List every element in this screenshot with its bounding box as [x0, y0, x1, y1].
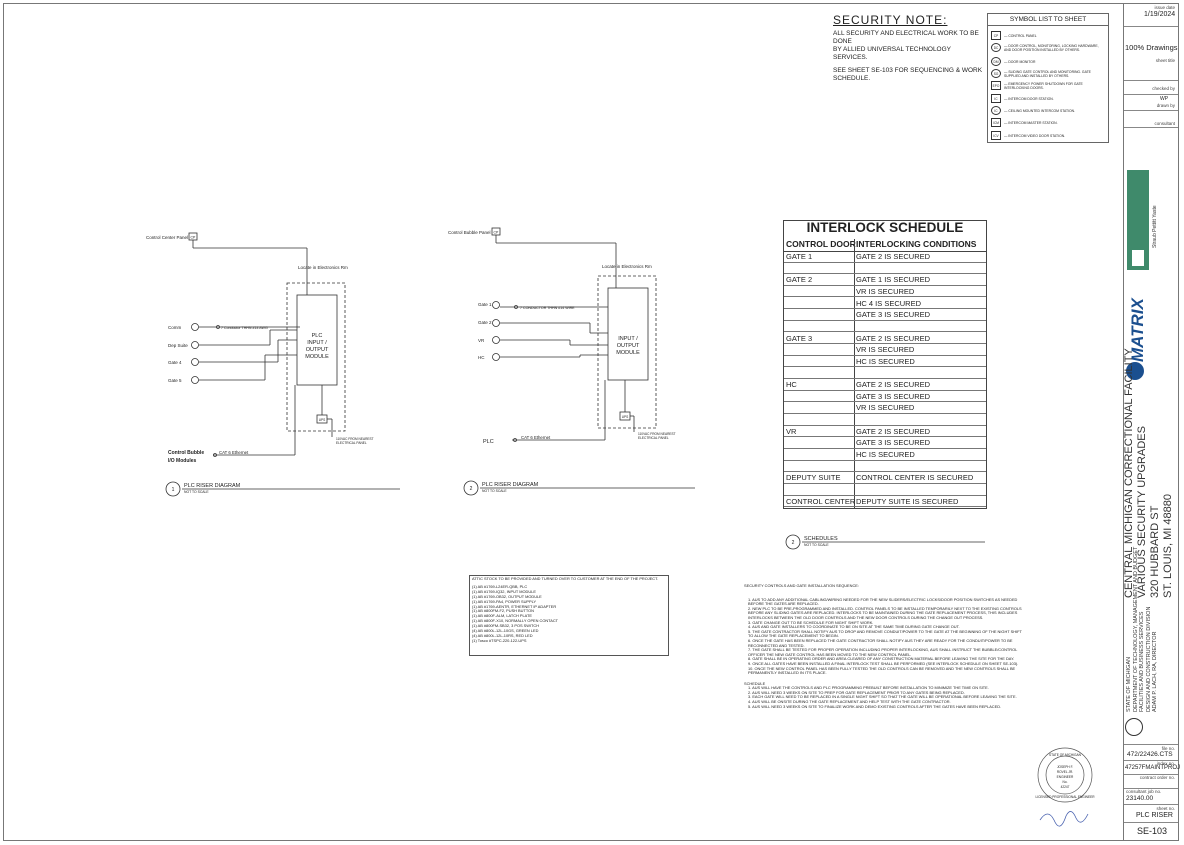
interlock-row — [784, 484, 986, 496]
symbol-code: CP — [991, 31, 1001, 40]
interlock-door: GATE 1 — [786, 252, 813, 261]
schedule-item: 1. AUS WILL HAVE THE CONTROLS AND PLC PROGRAMMING PREBUILT BEFORE INSTALLATION TO MINIMIZE THE TIME ON SITE. — [748, 685, 989, 691]
caption-title-2: PLC RISER DIAGRAM — [482, 482, 539, 488]
interlock-door: DEPUTY SUITE — [786, 473, 841, 483]
interlock-condition: GATE 1 IS SECURED — [856, 275, 931, 285]
seal-line-3: ROVEL JR. — [1056, 770, 1074, 774]
agency-line-2: DEPARTMENT OF TECHNOLOGY, MANAGEMENT AND BUDGET — [1132, 546, 1139, 712]
firm-logo-mark — [1132, 250, 1144, 266]
interlock-condition: HC IS SECURED — [856, 450, 915, 460]
security-note-title: SECURITY NOTE: — [833, 13, 948, 27]
sequence-item: 9. ONCE ALL GATES HAVE BEEN INSTALLED A FINAL INTERLOCK TEST SHALL BE PERFORMED (SEE INTERLOCK SCHEDULE ON SHEET SE-103). — [748, 660, 1019, 666]
interlock-condition: DEPUTY SUITE IS SECURED — [856, 496, 959, 506]
project-line-4: ST. LOUIS, MI 48880 — [1162, 494, 1174, 598]
project-line-3: 320 HUBBARD ST — [1149, 505, 1161, 598]
schedule-item: 3. EACH GATE WILL NEED TO BE REPLACED IN A SINGLE NIGHT SHIFT SO THAT THE GATE WILL BE OPERATIONAL BEFORE LEAVING THE SITE. — [748, 694, 1017, 700]
attic-stock-item: (1) AB #1769-AENTR, ETHERNET IP ADAPTER — [472, 603, 557, 609]
interlock-condition: GATE 2 IS SECURED — [856, 426, 931, 436]
sheet-no-label: sheet no. — [1156, 806, 1175, 811]
control-bubble-panel-label: Control Bubble Panel — [448, 230, 491, 235]
sequence-item: 8. GATE SHALL BE IN OPERATING ORDER AND AREA CLEARED OF ANY CONSTRUCTION MATERIAL BEFORE LEAVING THE SITE FOR THE DAY. — [748, 656, 1015, 662]
symbol-row — [991, 118, 1106, 127]
interlock-col-control-door: CONTROL DOOR — [786, 239, 856, 249]
sequence-item: 1. AUS TO ADD ANY ADDITIONAL CABLING/WIRING NEEDED FOR THE NEW SLIDERS/ELECTRIC LOCKS/DOOR POSITION SWITCHES AS NEEDED BEFORE THE GATES ARE REPLACED. — [748, 596, 1018, 607]
interlock-row — [784, 414, 986, 426]
attic-stock-item: (1) AB #1769-OB32, OUTPUT MODULE — [472, 593, 542, 599]
interlock-row — [784, 368, 986, 380]
sequence-item: 6. ONCE THE GATE HAS BEEN REPLACED THE GATE CONTRACTOR SHALL NOTIFY AUS THEY ARE READY FOR THE CONDUIT/POWER TO BE RECONNECTED AND TESTED. — [748, 637, 1013, 648]
issue-date-label: issue date — [1154, 5, 1175, 10]
caption-num-schedules: 2 — [791, 540, 795, 546]
seal-line-7: LICENSED PROFESSIONAL ENGINEER — [1035, 795, 1095, 799]
file-no: 472/22426.CTS — [1127, 751, 1173, 758]
interlock-col-conditions: INTERLOCKING CONDITIONS — [856, 239, 977, 249]
contract-order-label: contract order no. — [1139, 775, 1175, 780]
symbol-code: IC — [991, 94, 1001, 103]
sequence-list — [744, 598, 1026, 676]
interlock-door: GATE 2 — [786, 275, 813, 285]
symbol-desc: — SLIDING GATE CONTROL AND MONITORING. GATE SUPPLIED AND INSTALLED BY OTHERS. — [1004, 69, 1091, 78]
input-label-dep-suite: Dep Suite — [168, 343, 188, 348]
caption-title-1: PLC RISER DIAGRAM — [184, 483, 241, 489]
drawings-status: 100% Drawings — [1125, 43, 1178, 52]
interlock-door: GATE 3 — [786, 333, 813, 343]
sequence-item: 10. ONCE THE NEW CONTROL PANEL HAS BEEN FULLY TESTED THE OLD CONTROLS CAN BE REMOVED AND THE NEW CONTROLS SHALL BE PERMANENTLY INSTALLED IN IT'S PLACE. — [748, 665, 1016, 676]
consultant-label: consultant — [1154, 121, 1175, 126]
symbol-row — [991, 31, 1106, 40]
interlock-condition: GATE 2 IS SECURED — [856, 380, 931, 390]
index-no-label: index no. — [1156, 761, 1175, 766]
interlock-row — [784, 263, 986, 275]
interlock-row — [784, 496, 986, 508]
gate4-door-symbol — [192, 359, 199, 366]
security-note-line-3: SEE SHEET SE-103 FOR SEQUENCING & WORK — [833, 67, 983, 74]
attic-stock-item: (1) AB #800FM-SB32, 3 POS SWITCH — [472, 623, 540, 629]
symbol-desc: — INTERCOM DOOR STATION. — [1004, 96, 1054, 101]
project-line-1: CENTRAL MICHIGAN CORRECTIONAL FACILITY — [1123, 348, 1135, 598]
symbol-code: EPO — [991, 81, 1001, 90]
module-label-1c: OUTPUT — [305, 347, 329, 353]
symbol-desc: — DOOR MONITOR — [1004, 59, 1036, 64]
interlock-door: CONTROL CENTER — [786, 496, 856, 506]
module-label-1d: MODULE — [305, 354, 329, 360]
interlock-condition: VR IS SECURED — [856, 345, 915, 355]
agency-line-4: DESIGN AND CONSTRUCTION DIVISION — [1145, 606, 1152, 712]
sheet-name: PLC RISER — [1136, 812, 1173, 819]
seal-line-5: No. — [1062, 780, 1068, 784]
input-label-hc: HC — [478, 355, 485, 360]
attic-stock-box — [469, 575, 669, 656]
symbol-desc: — INTERCOM VIDEO DOOR STATION. — [1004, 133, 1066, 138]
symbol-code: IC — [991, 106, 1001, 115]
locate-label-2: Locate in Electronics Rm — [602, 264, 652, 269]
module-label-1b: INPUT / — [307, 340, 327, 346]
interlock-row — [784, 333, 986, 345]
gate1-door-symbol — [493, 302, 500, 309]
matrix-logo: MATRIX — [1128, 298, 1147, 362]
gate2-door-symbol — [493, 320, 500, 327]
input-label-vr: VR — [478, 338, 485, 343]
conductor-label-2: 7 CONDUCTOR THHN #14 WIRE — [520, 306, 575, 310]
interlock-condition: HC 4 IS SECURED — [856, 298, 922, 308]
interlock-row — [784, 286, 986, 298]
attic-stock-item: (1) AB #800F-ALM, LATCH PLATE — [472, 613, 532, 619]
power-label-1b: ELECTRICAL PANEL — [336, 441, 367, 445]
sequence-item: 5. THE GATE CONTRACTOR SHALL NOTIFY AUS TO DROP AND REMOVE CONDUIT/POWER TO THE GATE AT THE BEGINNING OF THE NIGHT SHIFT TO ALLOW THE GATE REPLACEMENT TO BEGIN. — [748, 628, 1022, 639]
symbol-row — [991, 94, 1106, 103]
interlock-row — [784, 298, 986, 310]
symbol-desc: — EMERGENCY POWER SHUTDOWN FOR GATE INTERLOCKING DOORS. — [1004, 81, 1083, 90]
cat6-label-1: CAT 6 Ethernet — [219, 450, 249, 455]
dep-suite-door-symbol — [192, 342, 199, 349]
attic-stock-item: (1) AB #1769-IQ32, INPUT MODULE — [472, 588, 536, 594]
interlock-row — [784, 344, 986, 356]
control-center-panel-label: Control Center Panel — [146, 235, 189, 240]
module-label-2b: OUTPUT — [616, 343, 640, 349]
installation-sequence — [744, 584, 1026, 709]
sequence-item: 7. THE GATE SHALL BE TESTED FOR PROPER OPERATION INCLUDING PROPER INTERLOCKING, AUS SHALL INSTRUCT THE BUBBLE/CONTROL OFFICER THE NEW GATE CONTROL HAS BEEN MOVED TO THE NEW CONTROL PANEL. — [748, 647, 1018, 657]
consultant-job-no: 23140.00 — [1126, 795, 1154, 802]
input-label-gate2: Gate 2 — [478, 320, 492, 325]
project-line-2: VARIOUS SECURITY UPGRADES — [1136, 426, 1148, 598]
input-label-gate5: Gate 5 — [168, 378, 182, 383]
index-no: 47257FMAINTPROJ — [1125, 765, 1181, 771]
interlock-row — [784, 402, 986, 414]
caption-num-1: 1 — [171, 487, 175, 493]
wp-initials: WP — [1160, 96, 1169, 102]
attic-stock-item: (1) AB #1769-L24ER-QBB, PLC — [472, 583, 528, 589]
seal-line-2: JOSEPH F. — [1056, 765, 1074, 769]
conductor-label-1: 7 Conductor THHN #14 AWG — [221, 326, 268, 330]
power-label-1a: 110VAC FROM NEAREST — [336, 437, 374, 441]
interlock-row — [784, 391, 986, 403]
interlock-condition: GATE 3 IS SECURED — [856, 310, 931, 320]
firm-name: Straub Pettitt Yaste — [1152, 205, 1158, 248]
caption-num-2: 2 — [469, 486, 473, 492]
agency-block — [1126, 547, 1159, 712]
security-note-line-1: ALL SECURITY AND ELECTRICAL WORK TO BE DONE — [833, 30, 979, 45]
vr-door-symbol — [493, 337, 500, 344]
security-note-body — [833, 30, 983, 83]
symbol-row — [991, 81, 1106, 90]
security-note-line-2: BY ALLIED UNIVERSAL TECHNOLOGY SERVICES. — [833, 46, 951, 61]
symbol-desc: — INTERCOM MASTER STATION. — [1004, 120, 1058, 125]
agency-line-1: STATE OF MICHIGAN — [1126, 656, 1132, 712]
signature — [1040, 811, 1088, 826]
hc-door-symbol — [493, 354, 500, 361]
symbol-list — [987, 13, 1109, 143]
interlock-condition: VR IS SECURED — [856, 403, 915, 413]
attic-stock-item: (1) AB #800FM-F2, PUSH BUTTON — [472, 608, 534, 614]
schedule-item: 5. AUS WILL NEED 3 WEEKS ON SITE TO FINALIZE WORK AND DEMO EXISTING CONTROLS AFTER THE GATES HAVE BEEN REPLACED. — [748, 703, 1002, 709]
seal-line-6: 42247 — [1060, 785, 1070, 789]
power-label-2a: 110VAC FROM NEAREST — [638, 432, 676, 436]
interlock-door: HC — [786, 380, 797, 390]
module-label-2a: INPUT / — [618, 336, 638, 342]
symbol-row — [991, 106, 1106, 115]
attic-stock-list — [472, 585, 666, 644]
schedule-heading: SCHEDULE — [744, 680, 766, 686]
gate5-door-symbol — [192, 377, 199, 384]
interlock-row — [784, 472, 986, 484]
attic-stock-heading: ATTIC STOCK TO BE PROVIDED AND TURNED OVER TO CUSTOMER AT THE END OF THE PROJECT. — [472, 576, 659, 581]
interlock-row — [784, 274, 986, 286]
issue-date: 1/19/2024 — [1144, 11, 1176, 18]
interlock-condition: HC IS SECURED — [856, 356, 915, 366]
schedule-list — [744, 686, 1026, 709]
attic-stock-item: (4) AB #800L-12L-10GS, GREEN LED — [472, 628, 539, 634]
sequence-heading: SECURITY CONTROLS AND GATE INSTALLATION SEQUENCE: — [744, 583, 859, 588]
interlock-condition: GATE 2 IS SECURED — [856, 252, 931, 261]
interlock-condition: CONTROL CENTER IS SECURED — [856, 473, 974, 483]
bubble-label-1b: I/O Modules — [168, 458, 197, 464]
plc-riser-diagram-1 — [166, 233, 400, 496]
agency-line-5: ADAM P. LACH, RA, DIRECTOR — [1152, 631, 1158, 712]
io-module-box-2 — [608, 288, 648, 380]
interlock-title: INTERLOCK SCHEDULE — [806, 220, 964, 235]
comm-door-symbol — [192, 324, 199, 331]
interlock-row — [784, 309, 986, 321]
symbol-list-title: SYMBOL LIST TO SHEET — [988, 14, 1108, 26]
attic-stock-item: (4) AB #800L-12L-10RS, RED LED — [472, 632, 533, 638]
symbol-row — [991, 131, 1106, 140]
locate-label-1: Locate in Electronics Rm — [298, 265, 348, 270]
plc-label-2: PLC — [483, 439, 494, 445]
state-seal-icon — [1125, 718, 1143, 736]
schedule-item: 2. AUS WILL NEED 3 WEEKS ON SITE TO PREP FOR GATE REPLACEMENT PRIOR TO ANY GATES BEING REPLACED. — [748, 689, 965, 695]
sequence-item: 2. NEW PLC TO BE PRE-PROGRAMMED AND INSTALLED. CONTROL PANELS TO BE INSTALLED TEMPORARILY NEXT TO THE EXISTING CONTROLS BEFORE ANY SLIDING GATES ARE REPLACED. INTERLOCKS TO BE MAINTAINED DURING THE GATE REPLACEMENT PROCESS, THIS INCLUDES INTERLOCKS BETWEEN THE OLD DOOR CONTROLS AND THE NEW DOOR CONTROLS DURING THE CHANGE OUT PROCESS. — [748, 605, 1022, 620]
attic-stock-item: (1) AB #1769-PA4, POWER SUPPLY — [472, 598, 537, 604]
interlock-row — [784, 321, 986, 333]
interlock-row — [784, 426, 986, 438]
bubble-label-1a: Control Bubble — [168, 450, 205, 456]
cat6-label-2: CAT 6 Ethernet — [521, 435, 551, 440]
interlock-row — [784, 379, 986, 391]
ups-label-1: UPS — [318, 418, 326, 422]
agency-line-3: FACILITIES AND BUSINESS SERVICES — [1139, 611, 1145, 712]
sheet-title-label: sheet title — [1155, 58, 1175, 63]
interlock-row — [784, 356, 986, 368]
drawn-by-label: drawn by — [1156, 103, 1175, 108]
sheet-number: SE-103 — [1137, 826, 1168, 836]
caption-scale-schedules: NOT TO SCALE — [804, 543, 829, 547]
sequence-item: 3. GATE CHANGE OUT TO BE SCHEDULE FOR NIGHT SHIFT WORK. — [748, 619, 874, 625]
power-label-2b: ELECTRICAL PANEL — [638, 436, 669, 440]
caption-scale-1: NOT TO SCALE — [184, 490, 209, 494]
module-label-1a: PLC — [311, 333, 323, 339]
file-no-label: file no. — [1161, 746, 1175, 751]
input-label-gate1: Gate 1 — [478, 302, 492, 307]
symbol-code: ICM — [991, 118, 1001, 127]
caption-title-schedules: SCHEDULES — [804, 536, 838, 542]
interlock-condition: GATE 3 IS SECURED — [856, 438, 931, 448]
plc-riser-diagram-2 — [464, 228, 695, 495]
symbol-desc: — DOOR CONTROL, MONITORING, LOCKING HARDWARE, AND DOOR POSITION INSTALLED BY OTHERS. — [1004, 43, 1099, 52]
interlock-condition: GATE 3 IS SECURED — [856, 391, 931, 401]
interlock-door: VR — [786, 426, 797, 436]
schedule-item: 4. AUS WILL BE ONSITE DURING THE GATE REPLACEMENT AND HELP TEST WITH THE GATE CONTRACTOR. — [748, 699, 951, 705]
module-label-2c: MODULE — [616, 350, 640, 356]
symbol-desc: — CONTROL PANEL — [1004, 33, 1037, 38]
interlock-row — [784, 449, 986, 461]
attic-stock-item: (1) AB #800F-X10, NORMALLY OPEN CONTACT — [472, 618, 559, 624]
cp-code-1: CP — [190, 235, 196, 240]
symbol-code: SG — [991, 69, 1001, 78]
seal-line-4: ENGINEER — [1056, 775, 1074, 779]
interlock-row — [784, 437, 986, 449]
interlock-schedule — [783, 220, 987, 509]
checked-by-label: checked by — [1152, 86, 1175, 91]
sequence-item: 4. AUS AND GATE INSTALLERS TO COORDINATE TO BE ON SITE AT THE SAME TIME DURING GATE CHANGE OUT. — [748, 624, 960, 630]
interlock-condition: VR IS SECURED — [856, 286, 915, 296]
attic-stock-item: (1) Tosco #TSPC-220-122-UPS — [472, 637, 527, 643]
symbol-row — [991, 57, 1106, 66]
input-label-comm: Comm — [168, 325, 182, 330]
symbol-code: DC — [991, 43, 1001, 52]
symbol-row — [991, 43, 1106, 52]
symbol-desc: — CEILING MOUNTED INTERCOM STATION. — [1004, 108, 1076, 113]
interlock-row — [784, 461, 986, 473]
interlock-condition: GATE 2 IS SECURED — [856, 333, 931, 343]
caption-scale-2: NOT TO SCALE — [482, 489, 507, 493]
input-label-gate4: Gate 4 — [168, 360, 182, 365]
consultant-job-label: consultant job no. — [1126, 789, 1162, 794]
symbol-row — [991, 69, 1106, 78]
security-note-line-4: SCHEDULE. — [833, 75, 871, 82]
cp-code-2: CP — [493, 230, 499, 235]
interlock-row — [784, 251, 986, 263]
symbol-code: DM — [991, 57, 1001, 66]
seal-line-1: STATE OF MICHIGAN — [1049, 753, 1081, 757]
ups-label-2: UPS — [621, 415, 629, 419]
symbol-code: ICV — [991, 131, 1001, 140]
